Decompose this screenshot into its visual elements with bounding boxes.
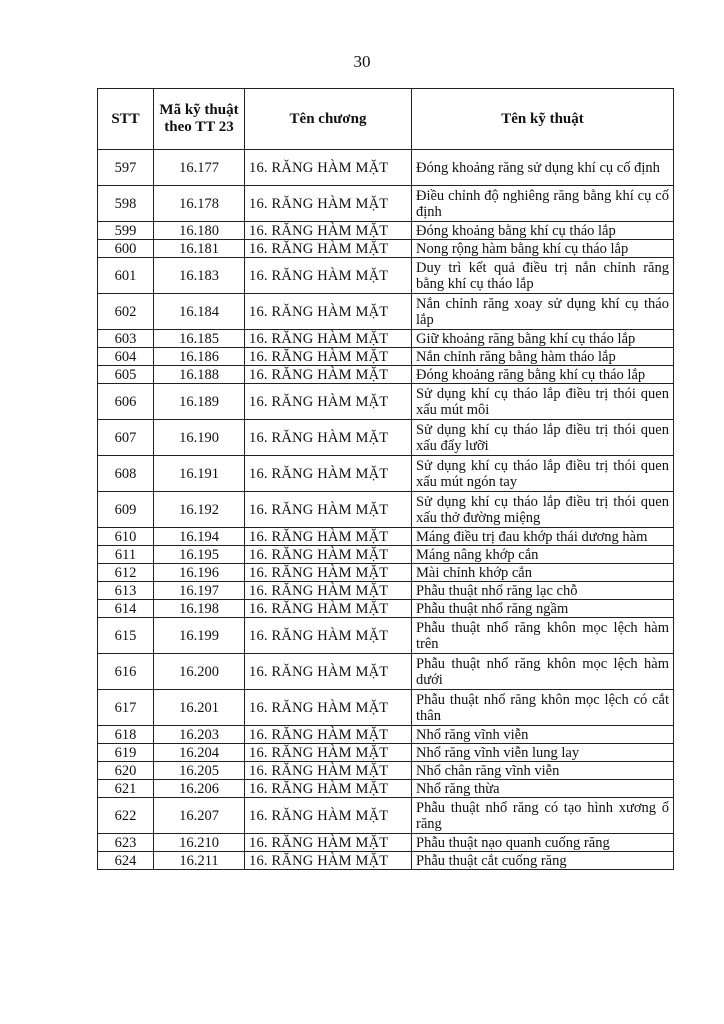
row-technique-name: Điều chỉnh độ nghiêng răng bằng khí cụ cố định: [412, 186, 674, 222]
table-row: [98, 150, 674, 186]
row-chapter: 16. RĂNG HÀM MẶT: [245, 186, 412, 222]
row-chapter: 16. RĂNG HÀM MẶT: [245, 420, 412, 456]
row-technique-name: Máng điều trị đau khớp thái dương hàm: [412, 528, 674, 546]
row-technique-name: Phẫu thuật cắt cuống răng: [412, 852, 674, 870]
row-chapter: 16. RĂNG HÀM MẶT: [245, 258, 412, 294]
table-row: [98, 222, 674, 240]
row-code: 16.199: [154, 618, 245, 654]
row-chapter: 16. RĂNG HÀM MẶT: [245, 654, 412, 690]
row-technique-name: Đóng khoảng bằng khí cụ tháo lắp: [412, 222, 674, 240]
table-row: [98, 762, 674, 780]
row-chapter: 16. RĂNG HÀM MẶT: [245, 798, 412, 834]
row-stt: 598: [98, 186, 154, 222]
row-stt: 617: [98, 690, 154, 726]
row-code: 16.178: [154, 186, 245, 222]
row-code: 16.190: [154, 420, 245, 456]
row-chapter: 16. RĂNG HÀM MẶT: [245, 600, 412, 618]
page-number: 30: [353, 52, 371, 71]
row-chapter: 16. RĂNG HÀM MẶT: [245, 618, 412, 654]
table-row: [98, 582, 674, 600]
row-chapter: 16. RĂNG HÀM MẶT: [245, 546, 412, 564]
row-technique-name: Nắn chỉnh răng bằng hàm tháo lắp: [412, 348, 674, 366]
row-stt: 619: [98, 744, 154, 762]
row-stt: 621: [98, 780, 154, 798]
row-technique-name: Giữ khoảng răng bằng khí cụ tháo lắp: [412, 330, 674, 348]
row-stt: 623: [98, 834, 154, 852]
row-technique-name: Mài chỉnh khớp cắn: [412, 564, 674, 582]
table-row: [98, 240, 674, 258]
row-stt: 605: [98, 366, 154, 384]
row-technique-name: Phẫu thuật nhổ răng có tạo hình xương ổ răng: [412, 798, 674, 834]
row-stt: 616: [98, 654, 154, 690]
table-row: [98, 690, 674, 726]
row-stt: 602: [98, 294, 154, 330]
row-chapter: 16. RĂNG HÀM MẶT: [245, 366, 412, 384]
row-stt: 614: [98, 600, 154, 618]
table-row: [98, 744, 674, 762]
table-row: [98, 546, 674, 564]
row-code: 16.197: [154, 582, 245, 600]
row-code: 16.204: [154, 744, 245, 762]
row-code: 16.177: [154, 150, 245, 186]
row-code: 16.188: [154, 366, 245, 384]
row-technique-name: Sử dụng khí cụ tháo lắp điều trị thói quen xấu thở đường miệng: [412, 492, 674, 528]
row-chapter: 16. RĂNG HÀM MẶT: [245, 528, 412, 546]
header-stt: STT: [98, 89, 154, 150]
row-chapter: 16. RĂNG HÀM MẶT: [245, 726, 412, 744]
row-chapter: 16. RĂNG HÀM MẶT: [245, 780, 412, 798]
row-code: 16.191: [154, 456, 245, 492]
row-stt: 620: [98, 762, 154, 780]
row-stt: 613: [98, 582, 154, 600]
row-chapter: 16. RĂNG HÀM MẶT: [245, 564, 412, 582]
row-code: 16.186: [154, 348, 245, 366]
row-technique-name: Phẫu thuật nạo quanh cuống răng: [412, 834, 674, 852]
row-chapter: 16. RĂNG HÀM MẶT: [245, 690, 412, 726]
row-stt: 597: [98, 150, 154, 186]
row-code: 16.181: [154, 240, 245, 258]
row-chapter: 16. RĂNG HÀM MẶT: [245, 456, 412, 492]
row-stt: 615: [98, 618, 154, 654]
row-technique-name: Nhổ chân răng vĩnh viễn: [412, 762, 674, 780]
row-technique-name: Nhổ răng vĩnh viễn: [412, 726, 674, 744]
row-code: 16.185: [154, 330, 245, 348]
table-row: [98, 600, 674, 618]
row-chapter: 16. RĂNG HÀM MẶT: [245, 582, 412, 600]
row-code: 16.200: [154, 654, 245, 690]
row-stt: 604: [98, 348, 154, 366]
row-technique-name: Phẫu thuật nhổ răng lạc chỗ: [412, 582, 674, 600]
row-stt: 606: [98, 384, 154, 420]
row-chapter: 16. RĂNG HÀM MẶT: [245, 294, 412, 330]
table-row: [98, 186, 674, 222]
row-chapter: 16. RĂNG HÀM MẶT: [245, 240, 412, 258]
header-code: Mã kỹ thuật theo TT 23: [154, 89, 245, 150]
row-code: 16.206: [154, 780, 245, 798]
table-row: [98, 420, 674, 456]
row-stt: 607: [98, 420, 154, 456]
row-chapter: 16. RĂNG HÀM MẶT: [245, 834, 412, 852]
table-row: [98, 564, 674, 582]
row-stt: 622: [98, 798, 154, 834]
row-stt: 624: [98, 852, 154, 870]
row-code: 16.201: [154, 690, 245, 726]
row-chapter: 16. RĂNG HÀM MẶT: [245, 384, 412, 420]
row-stt: 609: [98, 492, 154, 528]
table-row: [98, 528, 674, 546]
row-code: 16.203: [154, 726, 245, 744]
row-technique-name: Nắn chỉnh răng xoay sử dụng khí cụ tháo lắp: [412, 294, 674, 330]
row-chapter: 16. RĂNG HÀM MẶT: [245, 150, 412, 186]
row-code: 16.189: [154, 384, 245, 420]
row-chapter: 16. RĂNG HÀM MẶT: [245, 762, 412, 780]
row-chapter: 16. RĂNG HÀM MẶT: [245, 222, 412, 240]
table-row: [98, 348, 674, 366]
header-name: Tên kỹ thuật: [412, 89, 674, 150]
table-row: [98, 366, 674, 384]
table-row: [98, 852, 674, 870]
row-chapter: 16. RĂNG HÀM MẶT: [245, 852, 412, 870]
row-technique-name: Phẫu thuật nhổ răng khôn mọc lệch hàm dưới: [412, 654, 674, 690]
row-technique-name: Nhổ răng thừa: [412, 780, 674, 798]
row-stt: 618: [98, 726, 154, 744]
row-chapter: 16. RĂNG HÀM MẶT: [245, 744, 412, 762]
table-row: [98, 780, 674, 798]
row-code: 16.192: [154, 492, 245, 528]
row-technique-name: Đóng khoảng răng bằng khí cụ tháo lắp: [412, 366, 674, 384]
row-stt: 599: [98, 222, 154, 240]
row-technique-name: Máng nâng khớp cắn: [412, 546, 674, 564]
table-row: [98, 456, 674, 492]
row-code: 16.196: [154, 564, 245, 582]
row-chapter: 16. RĂNG HÀM MẶT: [245, 492, 412, 528]
row-code: 16.198: [154, 600, 245, 618]
row-code: 16.184: [154, 294, 245, 330]
table-body: [98, 150, 674, 870]
table-row: [98, 618, 674, 654]
row-technique-name: Phẫu thuật nhổ răng khôn mọc lệch có cắt thân: [412, 690, 674, 726]
row-code: 16.205: [154, 762, 245, 780]
table-row: [98, 834, 674, 852]
row-technique-name: Duy trì kết quả điều trị nắn chỉnh răng bằng khí cụ tháo lắp: [412, 258, 674, 294]
table-row: [98, 384, 674, 420]
row-technique-name: Sử dụng khí cụ tháo lắp điều trị thói quen xấu mút ngón tay: [412, 456, 674, 492]
procedures-table: [97, 88, 674, 870]
row-code: 16.180: [154, 222, 245, 240]
row-code: 16.183: [154, 258, 245, 294]
row-stt: 600: [98, 240, 154, 258]
row-code: 16.211: [154, 852, 245, 870]
table-row: [98, 492, 674, 528]
row-technique-name: Phẫu thuật nhổ răng ngầm: [412, 600, 674, 618]
table-row: [98, 294, 674, 330]
row-code: 16.194: [154, 528, 245, 546]
table-row: [98, 654, 674, 690]
table-row: [98, 258, 674, 294]
row-stt: 611: [98, 546, 154, 564]
row-stt: 612: [98, 564, 154, 582]
table-header-row: [98, 89, 674, 150]
row-chapter: 16. RĂNG HÀM MẶT: [245, 348, 412, 366]
row-technique-name: Nong rộng hàm bằng khí cụ tháo lắp: [412, 240, 674, 258]
row-technique-name: Phẫu thuật nhổ răng khôn mọc lệch hàm trên: [412, 618, 674, 654]
row-stt: 603: [98, 330, 154, 348]
row-stt: 610: [98, 528, 154, 546]
row-technique-name: Đóng khoảng răng sử dụng khí cụ cố định: [412, 150, 674, 186]
header-chapter: Tên chương: [245, 89, 412, 150]
row-stt: 608: [98, 456, 154, 492]
table-row: [98, 330, 674, 348]
row-code: 16.207: [154, 798, 245, 834]
row-code: 16.195: [154, 546, 245, 564]
row-code: 16.210: [154, 834, 245, 852]
row-technique-name: Nhổ răng vĩnh viễn lung lay: [412, 744, 674, 762]
row-chapter: 16. RĂNG HÀM MẶT: [245, 330, 412, 348]
table-row: [98, 726, 674, 744]
table-row: [98, 798, 674, 834]
row-technique-name: Sử dụng khí cụ tháo lắp điều trị thói quen xấu đẩy lưỡi: [412, 420, 674, 456]
row-stt: 601: [98, 258, 154, 294]
row-technique-name: Sử dụng khí cụ tháo lắp điều trị thói quen xấu mút môi: [412, 384, 674, 420]
